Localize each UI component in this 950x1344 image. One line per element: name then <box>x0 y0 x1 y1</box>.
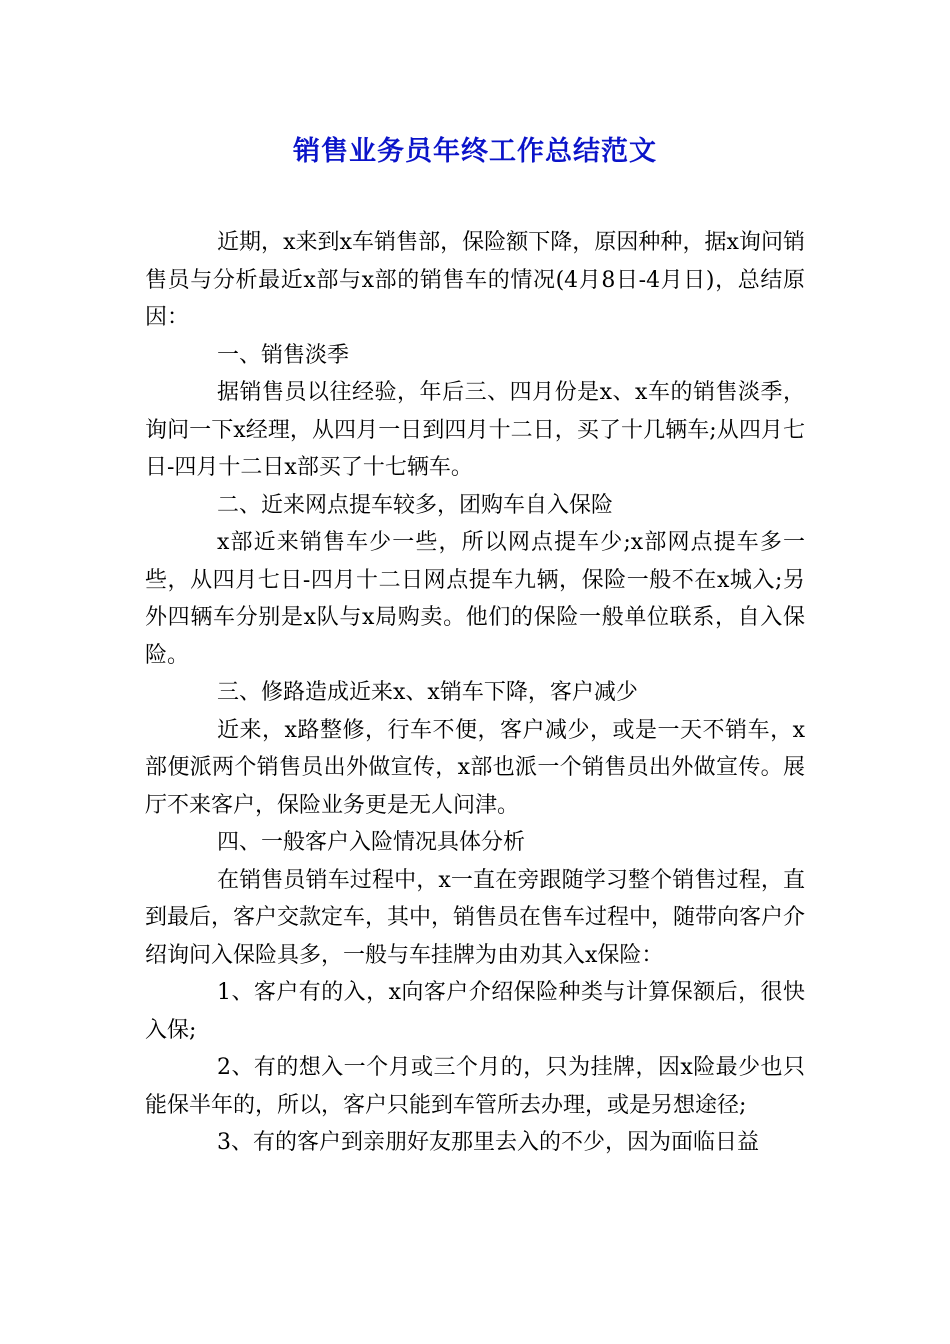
document-title: 销售业务员年终工作总结范文 <box>293 136 657 167</box>
heading-section-2: 二、近来网点提车较多，团购车自入保险 <box>217 492 614 518</box>
heading-section-3: 三、修路造成近来x、x销车下降，客户减少 <box>217 680 638 705</box>
heading-section-1: 一、销售淡季 <box>217 342 350 368</box>
paragraph-section-2: x部近来销售车少一些，所以网点提车少;x部网点提车多一些，从四月七日-四月十二日网点提车九辆，保险一般不在x城入;另外四辆车分别是x队与x局购卖。他们的保险一般单位联系，自入保险。 <box>145 530 805 668</box>
paragraph-section-3: 近来，x路整修，行车不便，客户减少，或是一天不销车，x部便派两个销售员出外做宣传，x部也派一个销售员出外做宣传。展厅不来客户，保险业务更是无人问津。 <box>145 717 805 818</box>
list-item-3: 3、有的客户到亲朋好友那里去入的不少，因为面临日益 <box>217 1130 759 1155</box>
document-body <box>145 224 805 1162</box>
paragraph-section-4: 在销售员销车过程中，x一直在旁跟随学习整个销售过程，直到最后，客户交款定车，其中，销售员在售车过程中，随带向客户介绍询问入保险具多，一般与车挂牌为由劝其入x保险： <box>145 867 806 968</box>
list-item-2: 2、有的想入一个月或三个月的，只为挂牌，因x险最少也只能保半年的，所以，客户只能到车管所去办理，或是另想途径; <box>145 1055 805 1118</box>
list-item-1: 1、客户有的入，x向客户介绍保险种类与计算保额后，很快入保; <box>145 980 805 1043</box>
paragraph-section-1: 据销售员以往经验，年后三、四月份是x、x车的销售淡季，询问一下x经理，从四月一日到四月十二日，买了十几辆车;从四月七日-四月十二日x部买了十七辆车。 <box>145 380 805 480</box>
heading-section-4: 四、一般客户入险情况具体分析 <box>217 830 526 855</box>
paragraph-intro: 近期，x来到x车销售部，保险额下降，原因种种，据x询问销售员与分析最近x部与x部的销售车的情况(4月8日-4月日)，总结原因： <box>145 230 805 330</box>
